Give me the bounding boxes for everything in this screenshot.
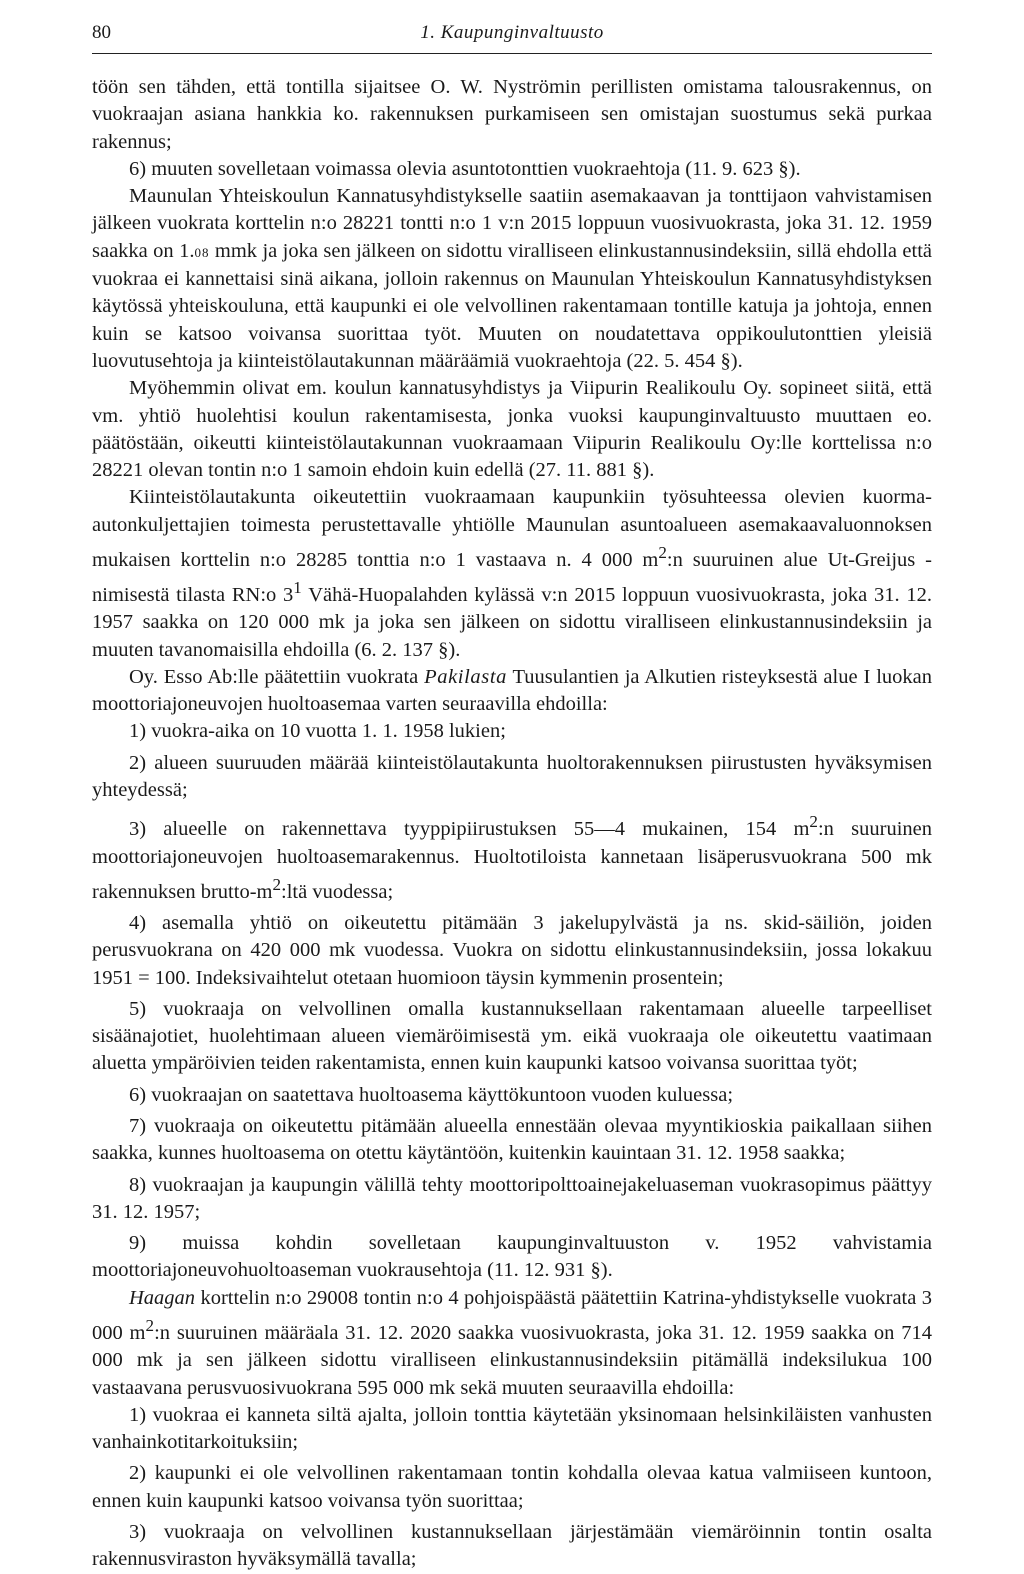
paragraph-text: Myöhemmin olivat em. koulun kannatusyhdistys ja Viipurin Realikoulu Oy. sopineet siitä, että vm. yhtiö huolehtisi koulun rakentamisesta, jonka vuoksi kaupunginvaltuusto muuttaen eo. päätöstään, oikeutti kiinteistölautakunnan vuokraamaan Viipurin Realikoulu Oy:lle korttelissa n:o 28221 olevan tontin n:o 1 samoin ehdoin kuin edellä (27. 11. 881 §). — [92, 377, 932, 482]
list-item-text: 1) vuokra-aika on 10 vuotta 1. 1. 1958 lukien; — [129, 720, 506, 743]
document-body — [92, 74, 932, 1574]
list-item-text: 3) alueelle on rakennettava tyyppipiirustuksen 55—4 mukainen, 154 m — [129, 818, 810, 841]
list-item-text: 4) asemalla yhtiö on oikeutettu pitämään 3 jakelupylvästä ja ns. skid-säiliön, joiden perusvuokrana on 420 000 mk vuodessa. Vuokra on sidottu elinkustannusindeksiin, jossa lokakuu 1951 = 100. Indeksivaihtelut otetaan huomioon täysin kymmenin prosentein; — [92, 911, 932, 989]
list-item — [92, 1230, 932, 1285]
running-title: 1. Kaupunginvaltuusto — [420, 22, 604, 43]
list-item — [92, 808, 932, 906]
superscript: 1 — [293, 578, 302, 598]
superscript: 2 — [145, 1316, 155, 1336]
place-name: Pakilasta — [424, 665, 507, 688]
paragraph-text: töön sen tähden, että tontilla sijaitsee O. W. Nyströmin perillisten omistama talousrakennus, on vuokraajan asiana hankkia ko. rakennuksen purkamiseen sen omistajan suostumus sekä purkaa rakennus; — [92, 76, 932, 153]
list-item — [92, 718, 932, 745]
list-item — [92, 1519, 932, 1574]
list-item — [92, 1402, 932, 1457]
paragraph-text: Kiinteistölautakunta oikeutettiin vuokraamaan kaupunkiin työsuhteessa olevien kuorma-autonkuljettajien toimesta perustettavalle yhtiölle Maunulan asuntoalueen asemakaavaluonnoksen mukaisen korttelin n:o 28285 tonttia n:o 1 vastaava n. 4 000 m — [92, 486, 932, 571]
paragraph-text: Oy. Esso Ab:lle päätettiin vuokrata — [129, 665, 425, 688]
list-item — [92, 1113, 932, 1168]
decimal-digits: 08 — [194, 244, 210, 260]
paragraph-text: Maunulan Yhteiskoulun Kannatusyhdistykselle saatiin asemakaavan ja tonttijaon vahvistamisen jälkeen vuokrata korttelin n:o 28221 tontti n:o 1 v:n 2015 loppuun vuosivuokrasta, joka 31. 12. 1959 saakka on 1. — [92, 185, 932, 262]
list-item-text: 2) kaupunki ei ole velvollinen rakentamaan tontin kohdalla olevaa katua valmiiseen kuntoon, ennen kuin kaupunki katsoo voivansa työn suorittaa; — [92, 1462, 932, 1512]
list-item — [92, 1082, 932, 1109]
list-item-text: 7) vuokraaja on oikeutettu pitämään alueella ennestään olevaa myyntikioskia paikallaan siihen saakka, kunnes huoltoasema on otettu käytäntöön, kuitenkin kauintaan 31. 12. 1958 saakka; — [92, 1115, 932, 1165]
superscript: 2 — [809, 812, 818, 832]
paragraph-text: Vähä-Huopalahden kylässä v:n 2015 loppuun vuosivuokrasta, joka 31. 12. 1957 saakka on 120 000 mk ja joka sen jälkeen on sidottu viralliseen elinkustannusindeksiin ja muuten tavanomaisilla ehdoilla (6. 2. 137 §). — [92, 584, 932, 661]
superscript: 2 — [658, 543, 667, 563]
paragraph-viipuri-school — [92, 375, 932, 484]
list-item-text: 5) vuokraaja on velvollinen omalla kustannuksellaan rakentamaan alueelle tarpeelliset sisäänajotiet, huolehtimaan alueen viemäröimisestä ym. eikä vuokraaja ole oikeutettu vaatimaan aluetta ympäröivien teiden rakentamista, ennen kuin kaupunki katsoo voivansa suorittaa työt; — [92, 997, 932, 1075]
paragraph-continuation — [92, 74, 932, 156]
list-item-text: 8) vuokraajan ja kaupungin välillä tehty moottoripolttoainejakeluaseman vuokrasopimus päättyy 31. 12. 1957; — [92, 1173, 932, 1223]
paragraph-text: korttelin n:o 29008 tontin n:o 4 pohjoispäästä päätettiin Katrina-yhdistykselle vuokrata 3 000 m — [92, 1286, 932, 1344]
paragraph-maunula-school — [92, 183, 932, 375]
paragraph-condition-6 — [92, 156, 932, 183]
list-item — [92, 910, 932, 992]
list-item-text: :ltä vuodessa; — [281, 880, 394, 903]
list-item-text: 9) muissa kohdin sovelletaan kaupunginvaltuuston v. 1952 vahvistamia moottoriajoneuvohuoltoaseman vuokrausehtoja (11. 12. 931 §). — [92, 1232, 932, 1282]
paragraph-text: :n suuruinen alue Ut-Greijus -nimisestä tilasta RN:o 3 — [92, 548, 932, 606]
paragraph-text: 6) muuten sovelletaan voimassa olevia asuntotonttien vuokraehtoja (11. 9. 623 §). — [129, 157, 801, 180]
list-item — [92, 750, 932, 805]
paragraph-text: mmk ja joka sen jälkeen on sidottu viralliseen elinkustannusindeksiin, sillä ehdolla että vuokraa ei kannettaisi sinä aikana, jolloin rakennus on Maunulan Yhteiskoulun Kannatusyhdistyksen käytössä yhteiskouluna, että kaupunki ei ole velvollinen rakentamaan tontille katuja ja johtoja, ennen kuin se katsoo voivansa suorittaa työt. Muuten on noudatettava oppikoulutonttien yleisiä luovutusehtoja ja kiinteistölautakunnan määräämiä vuokraehtoja (22. 5. 454 §). — [92, 239, 933, 372]
page-number: 80 — [92, 22, 111, 43]
list-item-text: 6) vuokraajan on saatettava huoltoasema käyttökuntoon vuoden kuluessa; — [129, 1083, 734, 1106]
paragraph-truck-drivers — [92, 484, 932, 663]
place-name: Haagan — [129, 1286, 196, 1309]
page-header — [92, 20, 932, 46]
paragraph-text: :n suuruinen määräala 31. 12. 2020 saakka vuosivuokrasta, joka 31. 12. 1959 saakka on 714 000 mk ja sen jälkeen sidottu viralliseen elinkustannusindeksiin pitämällä indeksilukua 100 vastaavana perusvuosivuokrana 595 000 mk sekä muuten seuraavilla ehdoilla: — [92, 1321, 932, 1399]
list-item-text: 1) vuokraa ei kanneta siltä ajalta, jolloin tonttia käytetään yksinomaan helsinkiläisten vanhusten vanhainkotitarkoituksiin; — [92, 1403, 932, 1454]
paragraph-text: Tuusulantien ja Alkutien risteyksestä alue I luokan moottoriajoneuvojen huoltoasemaa varten seuraavilla ehdoilla: — [92, 665, 932, 716]
list-item-text: 2) alueen suuruuden määrää kiinteistölautakunta huoltorakennuksen piirustusten hyväksymisen yhteydessä; — [92, 751, 932, 802]
header-rule — [92, 53, 932, 54]
list-item-text: :n suuruinen moottoriajoneuvojen huoltoasemarakennus. Huoltotiloista kannetaan lisäperusvuokrana 500 mk rakennuksen brutto-m — [92, 818, 932, 903]
list-item-text: 3) vuokraaja on velvollinen kustannuksellaan järjestämään viemäröinnin tontin osalta rakennusviraston hyväksymällä tavalla; — [92, 1520, 932, 1571]
list-item — [92, 1460, 932, 1515]
list-item — [92, 1172, 932, 1227]
list-item — [92, 996, 932, 1078]
paragraph-katrina — [92, 1285, 932, 1402]
paragraph-esso — [92, 664, 932, 719]
superscript: 2 — [272, 874, 282, 894]
